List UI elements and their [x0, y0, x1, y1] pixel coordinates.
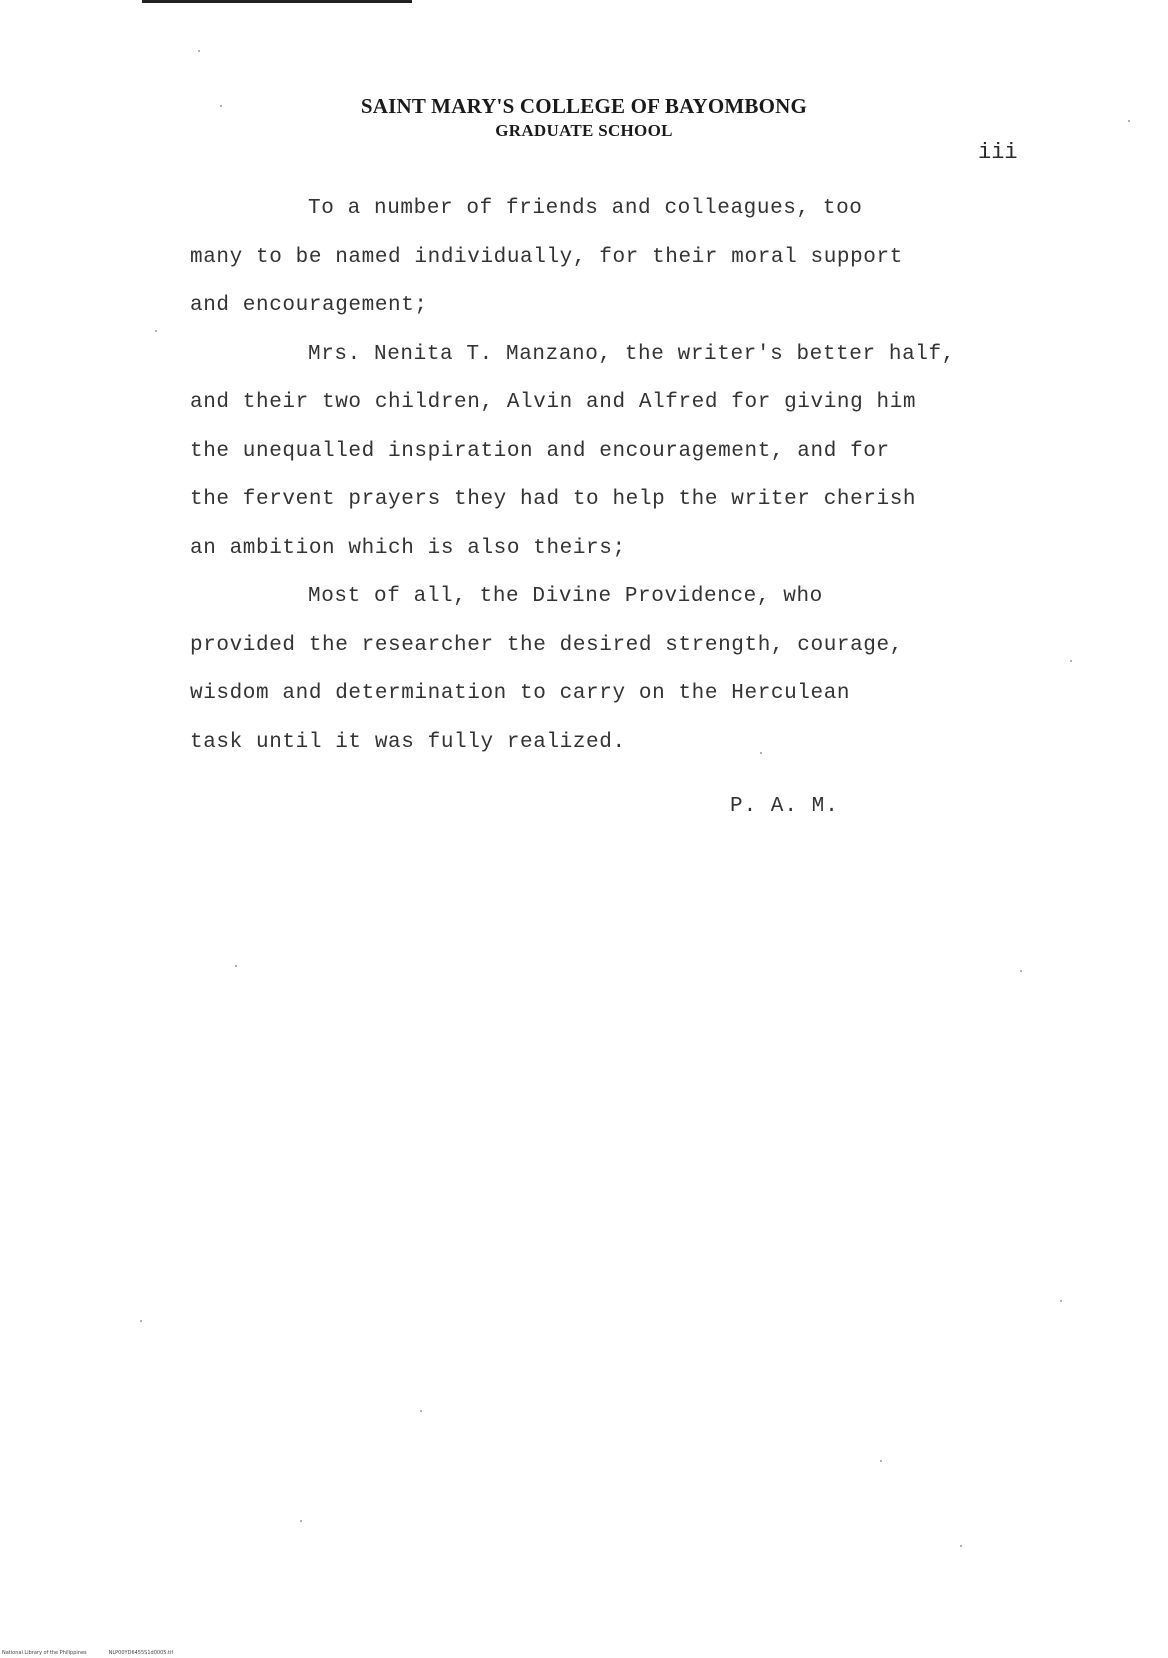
paragraph-family: [190, 331, 1090, 574]
top-rule: [142, 0, 412, 3]
scan-speck: [1128, 120, 1130, 122]
text-line: an ambition which is also theirs;: [190, 536, 626, 560]
scan-speck: [235, 965, 237, 967]
text-line: the unequalled inspiration and encouragement, and for: [190, 439, 890, 463]
scan-speck: [300, 1520, 302, 1522]
acknowledgment-body: [190, 185, 1090, 767]
scan-speck: [155, 330, 157, 332]
paragraph-providence: [190, 573, 1090, 767]
scan-footer: [2, 1650, 195, 1656]
school-name: GRADUATE SCHOOL: [495, 121, 673, 140]
text-line: and their two children, Alvin and Alfred for giving him: [190, 391, 917, 414]
text-line: many to be named individually, for their moral support: [190, 245, 903, 269]
signature-initials: P. A. M.: [730, 795, 839, 818]
footer-library: National Library of the Philippines: [2, 1650, 87, 1656]
scan-speck: [1020, 970, 1022, 972]
scan-speck: [1060, 1300, 1062, 1302]
text-line: the fervent prayers they had to help the writer cherish: [190, 488, 917, 511]
text-line: Most of all, the Divine Providence, who: [308, 585, 823, 608]
text-line: To a number of friends and colleagues, too: [308, 197, 863, 220]
scan-speck: [880, 1460, 882, 1462]
scan-speck: [220, 105, 222, 107]
text-line: and encouragement;: [190, 294, 428, 317]
scan-speck: [960, 1545, 962, 1547]
text-line: provided the researcher the desired strength, courage,: [190, 633, 903, 657]
college-name: SAINT MARY'S COLLEGE OF BAYOMBONG: [360, 94, 808, 118]
scan-speck: [140, 1320, 142, 1322]
page-number: iii: [978, 140, 1018, 165]
text-line: Mrs. Nenita T. Manzano, the writer's better half,: [308, 342, 955, 366]
text-line: wisdom and determination to carry on the Herculean: [190, 682, 851, 705]
scan-speck: [420, 1410, 422, 1412]
scan-speck: [1070, 660, 1072, 662]
footer-file-id: NLP00YD6455S1d0005.tif: [108, 1650, 174, 1656]
scan-speck: [198, 50, 200, 52]
scan-speck: [760, 752, 762, 754]
text-line: task until it was fully realized.: [190, 730, 626, 754]
paragraph-friends: [190, 185, 1090, 331]
